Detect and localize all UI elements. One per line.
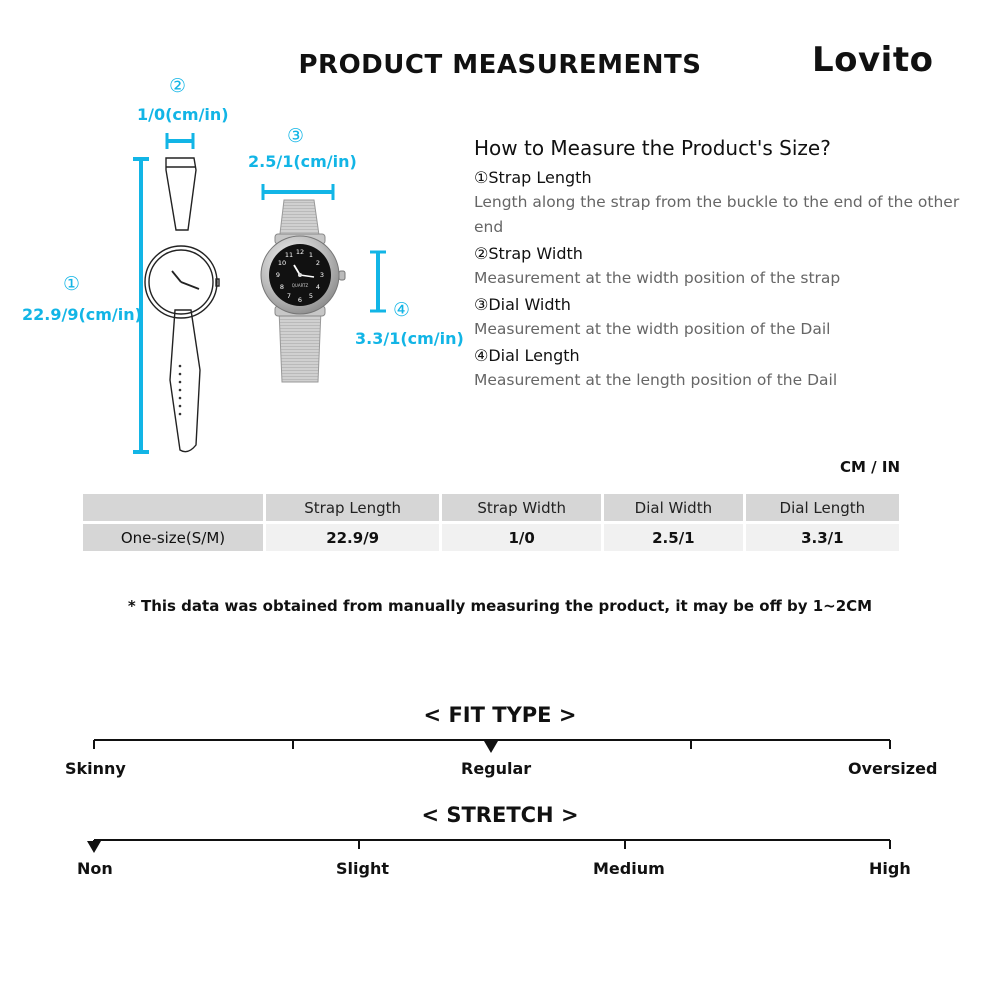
how-to-heading: How to Measure the Product's Size? <box>474 136 831 160</box>
watch-brand-text: QUARTZ <box>291 283 309 288</box>
table-cell: 22.9/9 <box>266 521 439 551</box>
table-cell: 2.5/1 <box>604 521 743 551</box>
svg-text:3: 3 <box>319 271 325 279</box>
watch-outline-diagram <box>0 70 470 470</box>
svg-text:8: 8 <box>279 283 285 291</box>
fit-label-oversized: Oversized <box>848 759 938 778</box>
fit-label-regular: Regular <box>461 759 532 778</box>
stretch-title: < STRETCH > <box>421 803 579 827</box>
fit-type-scale <box>0 730 1000 760</box>
svg-text:4: 4 <box>315 283 321 291</box>
table-cell: 1/0 <box>442 521 601 551</box>
measurement-note: * This data was obtained from manually measuring the product, it may be off by 1~2CM <box>127 597 873 615</box>
dial-length-number: ④ <box>393 299 411 321</box>
howto-item-title: ②Strap Width <box>474 244 583 263</box>
howto-item-title: ①Strap Length <box>474 168 592 187</box>
svg-text:12: 12 <box>295 248 305 256</box>
dial-width-indicator <box>262 184 334 200</box>
svg-text:10: 10 <box>277 259 287 267</box>
unit-label: CM / IN <box>840 458 900 476</box>
strap-width-label: 1/0(cm/in) <box>137 105 229 124</box>
table-header-cell: Strap Width <box>442 494 601 521</box>
stretch-marker <box>87 841 101 853</box>
table-row <box>83 521 899 551</box>
svg-text:7: 7 <box>286 292 292 300</box>
stretch-label-non: Non <box>77 859 113 878</box>
table-header-cell <box>83 494 263 521</box>
table-header-cell: Dial Length <box>746 494 899 521</box>
dial-length-indicator <box>370 251 386 312</box>
fit-label-skinny: Skinny <box>65 759 126 778</box>
mesh-watch <box>261 200 345 382</box>
table-header-cell: Strap Length <box>266 494 439 521</box>
strap-width-number: ② <box>169 75 187 97</box>
fit-type-title: < FIT TYPE > <box>423 703 577 727</box>
strap-holes <box>179 365 182 416</box>
strap-length-label: 22.9/9(cm/in) <box>22 305 142 324</box>
table-cell-size: One-size(S/M) <box>83 521 263 551</box>
table-header-cell: Dial Width <box>604 494 743 521</box>
howto-item-desc: Measurement at the width position of the strap <box>474 269 841 287</box>
size-table <box>80 494 902 551</box>
howto-item-desc: Measurement at the width position of the Dail <box>474 320 831 338</box>
svg-text:5: 5 <box>308 292 314 300</box>
strap-length-number: ① <box>63 273 81 295</box>
outline-watch <box>145 158 219 452</box>
dial-length-label: 3.3/1(cm/in) <box>355 329 464 348</box>
stretch-label-slight: Slight <box>336 859 389 878</box>
howto-item-desc: Length along the strap from the buckle to the end of the other end <box>474 193 960 236</box>
dial-width-label: 2.5/1(cm/in) <box>248 152 357 171</box>
page-title: PRODUCT MEASUREMENTS <box>298 50 702 80</box>
table-cell: 3.3/1 <box>746 521 899 551</box>
howto-item-title: ③Dial Width <box>474 295 571 314</box>
strap-width-indicator <box>166 133 194 149</box>
stretch-label-medium: Medium <box>593 859 665 878</box>
svg-text:2: 2 <box>315 259 321 267</box>
howto-item-desc: Measurement at the length position of the Dail <box>474 371 838 389</box>
stretch-scale <box>0 830 1000 860</box>
svg-text:1: 1 <box>308 251 314 259</box>
how-to-measure-section <box>474 136 974 393</box>
svg-text:6: 6 <box>297 296 303 304</box>
howto-item-title: ④Dial Length <box>474 346 580 365</box>
stretch-label-high: High <box>869 859 911 878</box>
svg-text:11: 11 <box>284 251 294 259</box>
table-header-row <box>83 494 899 521</box>
brand-logo: Lovito <box>812 40 934 80</box>
svg-text:9: 9 <box>275 271 281 279</box>
fit-type-marker <box>484 741 498 753</box>
dial-width-number: ③ <box>287 125 305 147</box>
